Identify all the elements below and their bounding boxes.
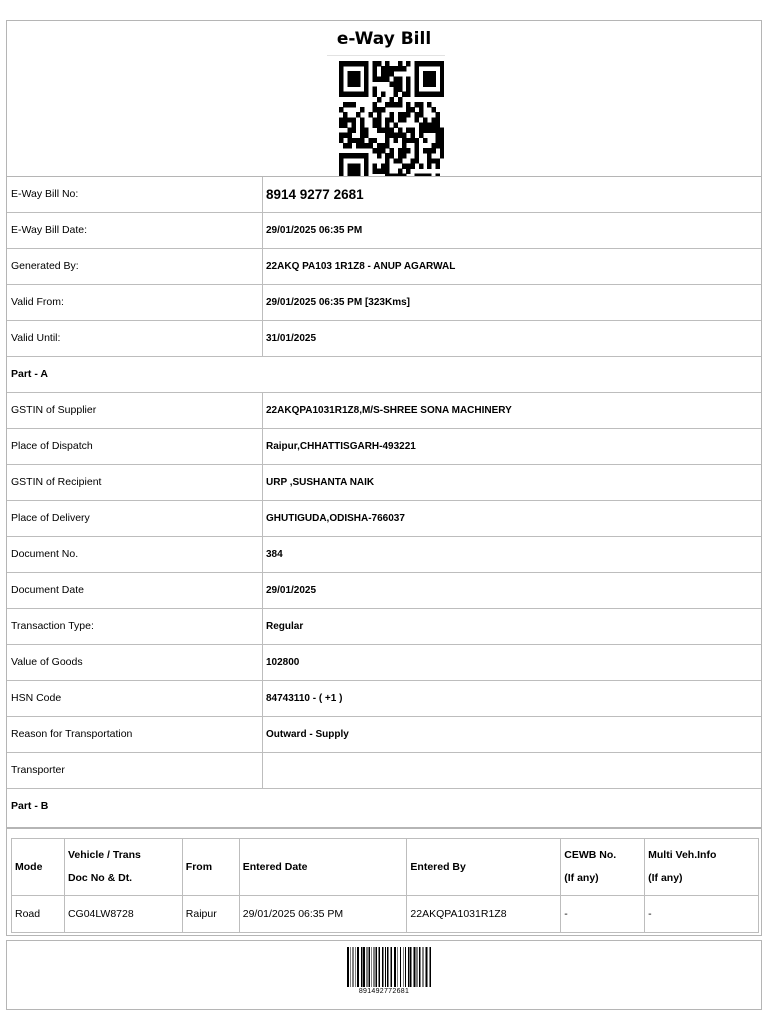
row-label: Transporter (11, 764, 65, 776)
row-label: Value of Goods (11, 656, 83, 668)
row-valid-from (7, 285, 761, 321)
col-header-cewb: CEWB No. (If any) (561, 839, 645, 896)
row-value: 31/01/2025 (262, 321, 761, 356)
row-value: Outward - Supply (262, 717, 761, 752)
row-label: Valid From: (11, 296, 64, 308)
barcode-icon (347, 947, 431, 987)
section-heading: Part - B (11, 800, 49, 812)
row-label: E-Way Bill No: (11, 188, 79, 200)
row-gstin-recipient (7, 465, 761, 501)
row-label: GSTIN of Recipient (11, 476, 102, 488)
row-value: 22AKQPA1031R1Z8,M/S-SHREE SONA MACHINERY (262, 393, 761, 428)
row-value: Raipur,CHHATTISGARH-493221 (262, 429, 761, 464)
row-value: 29/01/2025 (262, 573, 761, 608)
section-part-b (7, 789, 761, 825)
row-label: E-Way Bill Date: (11, 224, 88, 236)
col-header-from: From (182, 839, 239, 896)
cell-vehicle: CG04LW8728 (64, 896, 182, 933)
barcode-footer (6, 940, 762, 1010)
row-gstin-supplier (7, 393, 761, 429)
cell-from: Raipur (182, 896, 239, 933)
bill-header (6, 20, 762, 177)
row-value: 29/01/2025 06:35 PM (262, 213, 761, 248)
row-value: 102800 (262, 645, 761, 680)
col-header-vehicle: Vehicle / Trans Doc No & Dt. (64, 839, 182, 896)
row-valid-until (7, 321, 761, 357)
cell-mode: Road (12, 896, 65, 933)
row-value: Regular (262, 609, 761, 644)
row-eway-bill-date (7, 213, 761, 249)
page-title: e-Way Bill (336, 29, 432, 49)
row-label: Place of Dispatch (11, 440, 93, 452)
section-heading: Part - A (11, 368, 48, 380)
cell-entered-by: 22AKQPA1031R1Z8 (407, 896, 561, 933)
row-transporter (7, 753, 761, 789)
eway-bill-number: 8914 9277 2681 (262, 177, 761, 212)
vehicle-details-table (11, 838, 759, 933)
row-label: Place of Delivery (11, 512, 90, 524)
row-label: Reason for Transportation (11, 728, 133, 740)
row-label: GSTIN of Supplier (11, 404, 97, 416)
row-place-of-delivery (7, 501, 761, 537)
row-place-of-dispatch (7, 429, 761, 465)
row-label: Generated By: (11, 260, 79, 272)
row-hsn-code (7, 681, 761, 717)
col-header-multi-veh: Multi Veh.Info (If any) (645, 839, 759, 896)
row-reason-for-transportation (7, 717, 761, 753)
row-label: Valid Until: (11, 332, 61, 344)
row-value-of-goods (7, 645, 761, 681)
row-label: Document No. (11, 548, 79, 560)
col-header-entered-by: Entered By (407, 839, 561, 896)
row-label: Transaction Type: (11, 620, 94, 632)
row-value: URP ,SUSHANTA NAIK (262, 465, 761, 500)
col-header-mode: Mode (12, 839, 65, 896)
title-divider (327, 55, 445, 56)
row-label: HSN Code (11, 692, 62, 704)
cell-entered-date: 29/01/2025 06:35 PM (239, 896, 407, 933)
cell-multi-veh: - (645, 896, 759, 933)
table-row (12, 896, 759, 933)
row-generated-by (7, 249, 761, 285)
bill-details-table (6, 176, 762, 828)
barcode-number: 891492772681 (358, 988, 410, 995)
row-value: GHUTIGUDA,ODISHA-766037 (262, 501, 761, 536)
vehicle-details-section (6, 828, 762, 936)
row-document-date (7, 573, 761, 609)
row-eway-bill-no (7, 177, 761, 213)
row-transaction-type (7, 609, 761, 645)
row-label: Document Date (11, 584, 84, 596)
row-value: 29/01/2025 06:35 PM [323Kms] (262, 285, 761, 320)
row-value (262, 753, 761, 788)
row-document-no (7, 537, 761, 573)
row-value: 84743110 - ( +1 ) (262, 681, 761, 716)
row-value: 22AKQ PA103 1R1Z8 - ANUP AGARWAL (262, 249, 761, 284)
col-header-entered-date: Entered Date (239, 839, 407, 896)
row-value: 384 (262, 537, 761, 572)
qr-code-icon (339, 61, 444, 189)
cell-cewb: - (561, 896, 645, 933)
section-part-a (7, 357, 761, 393)
table-header-row (12, 839, 759, 896)
